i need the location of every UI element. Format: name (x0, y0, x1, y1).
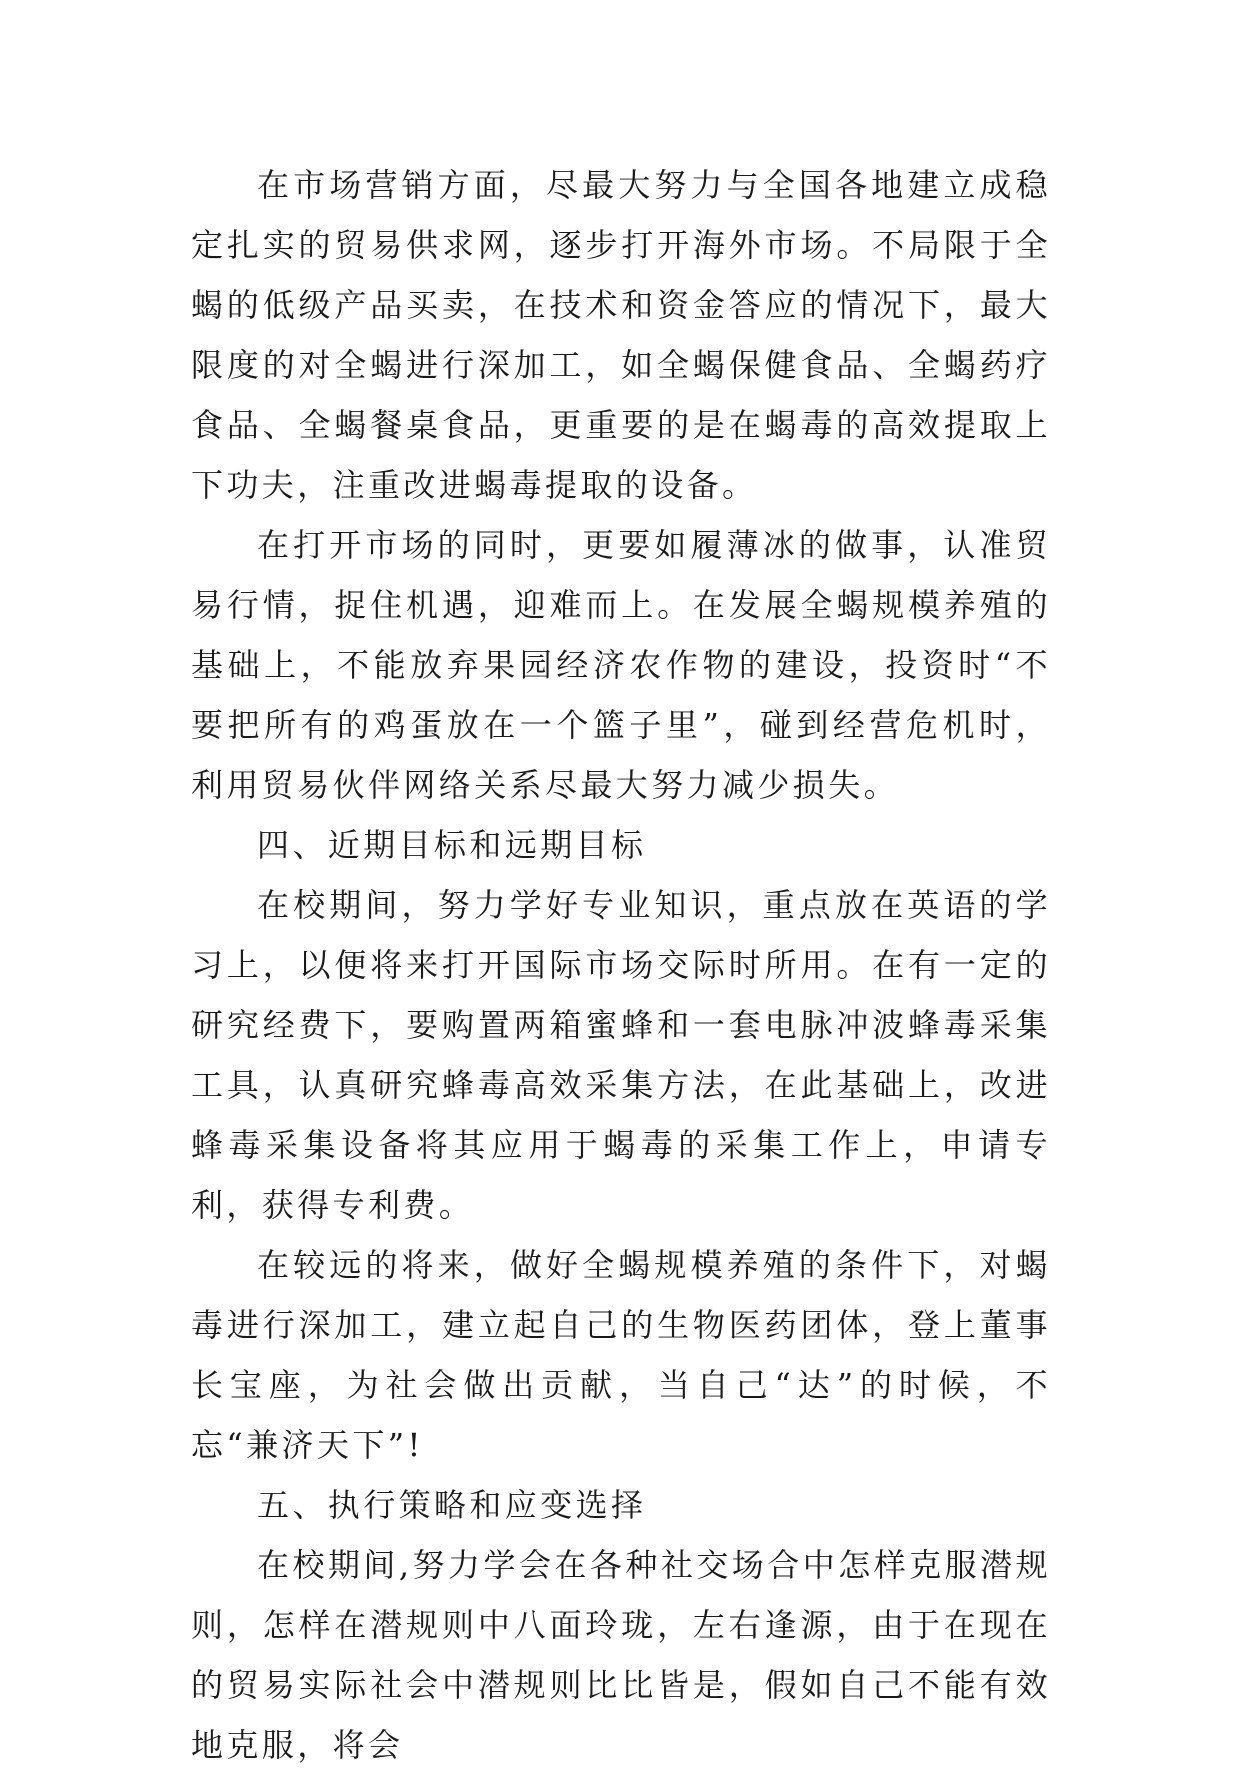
paragraph-strategy: 在校期间,努力学会在各种社交场合中怎样克服潜规则，怎样在潜规则中八面玲珑，左右逢源，由于在现在的贸易实际社会中潜规则比比皆是，假如自己不能有效地克服，将会 (191, 1546, 1051, 1764)
section-heading-strategy: 五、执行策略和应变选择 (257, 1486, 647, 1524)
document-page (191, 155, 1051, 1775)
paragraph-long-term-goals: 在较远的将来，做好全蝎规模养殖的条件下，对蝎毒进行深加工，建立起自己的生物医药团体，登上董事长宝座，为社会做出贡献，当自己“达”的时候，不忘“兼济天下”! (191, 1246, 1051, 1464)
paragraph-marketing: 在市场营销方面，尽最大努力与全国各地建立成稳定扎实的贸易供求网，逐步打开海外市场。不局限于全蝎的低级产品买卖，在技术和资金答应的情况下，最大限度的对全蝎进行深加工，如全蝎保健食品、全蝎药疗食品、全蝎餐桌食品，更重要的是在蝎毒的高效提取上下功夫，注重改进蝎毒提取的设备。 (191, 166, 1051, 504)
paragraph-market-opening: 在打开市场的同时，更要如履薄冰的做事，认准贸易行情，捉住机遇，迎难而上。在发展全蝎规模养殖的基础上，不能放弃果园经济农作物的建设，投资时“不要把所有的鸡蛋放在一个篮子里”，碰到经营危机时，利用贸易伙伴网络关系尽最大努力减少损失。 (191, 526, 1051, 804)
paragraph-short-term-goals: 在校期间，努力学好专业知识，重点放在英语的学习上，以便将来打开国际市场交际时所用。在有一定的研究经费下，要购置两箱蜜蜂和一套电脉冲波蜂毒采集工具，认真研究蜂毒高效采集方法，在此基础上，改进蜂毒采集设备将其应用于蝎毒的采集工作上，申请专利，获得专利费。 (191, 886, 1051, 1224)
section-heading-goals: 四、近期目标和远期目标 (257, 826, 647, 864)
